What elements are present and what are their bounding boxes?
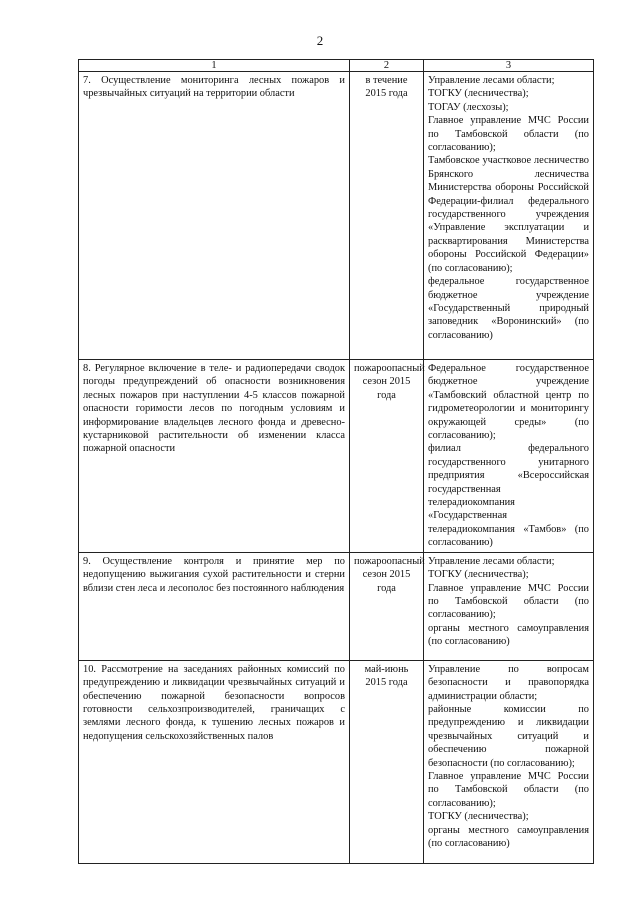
executor-line: Главное управление МЧС России по Тамбовской области (по согласованию); [428, 115, 589, 154]
header-cell-1: 1 [79, 60, 350, 72]
task-cell: 9. Осуществление контроля и принятие мер по недопущению выжигания сухой растительности и стерни вблизи стен леса и лесополос без постоянного наблюдения [79, 552, 350, 660]
term-cell: май-июнь 2015 года [350, 660, 424, 863]
page-number: 2 [316, 33, 324, 48]
executor-line: Управление лесами области; [428, 75, 555, 86]
executor-line: Управление лесами области; [428, 555, 555, 567]
executor-line: Федеральное государственное бюджетное учреждение «Тамбовский областной центр по гидрометеорологии и мониторингу окружающей среды» (по согласованию); [428, 363, 589, 442]
executors-cell [424, 660, 594, 863]
term-cell: пожароопасный сезон 2015 года [350, 360, 424, 553]
executor-line: филиал федерального государственного унитарного предприятия «Всероссийская государственная телерадиокомпания «Государственная телерадиокомпания «Тамбов» (по согласованию) [428, 443, 589, 549]
header-cell-2: 2 [350, 60, 424, 72]
executor-line: федеральное государственное бюджетное учреждение «Государственный природный заповедник «Воронинский» (по согласованию) [428, 276, 589, 341]
executor-line: ТОГКУ (лесничества); [428, 811, 529, 823]
executor-line: Тамбовское участковое лесничество Брянского лесничества Министерства обороны Российской Федерации-филиал федерального государственного учреждения «Управление эксплуатации и расквартирования Министерства обороны Российской Федерации» (по согласованию); [428, 155, 589, 274]
task-cell: 7. Осуществление мониторинга лесных пожаров и чрезвычайных ситуаций на территории области [79, 72, 350, 360]
executors-cell [424, 72, 594, 360]
table-header-row [79, 60, 594, 72]
table-row [79, 552, 594, 660]
executor-line: органы местного самоуправления (по согласованию) [428, 622, 589, 648]
task-cell: 8. Регулярное включение в теле- и радиопередачи сводок погоды предупреждений об опасности возникновения лесных пожаров при наступлении 4-5 классов пожарной опасности горимости лесов по погодным условиям и информирование владельцев лесного фонда и древесно-кустарниковой растительности об изменении класса пожарной опасности [79, 360, 350, 553]
executor-line: районные комиссии по предупреждению и ликвидации чрезвычайных ситуаций и обеспечению пожарной безопасности (по согласованию); [428, 703, 589, 769]
measures-table [78, 59, 594, 864]
executor-line: Управление по вопросам безопасности и правопорядка администрации области; [428, 663, 589, 702]
executors-cell [424, 552, 594, 660]
executor-line: ТОГКУ (лесничества); [428, 88, 529, 100]
header-cell-3: 3 [424, 60, 594, 72]
executors-cell [424, 360, 594, 553]
term-cell: в течение 2015 года [350, 72, 424, 360]
executor-line: ТОГКУ (лесничества); [428, 569, 529, 581]
executor-line: ТОГАУ (лесхозы); [428, 101, 509, 113]
table-row [79, 72, 594, 360]
task-cell: 10. Рассмотрение на заседаниях районных комиссий по предупреждению и ликвидации чрезвычайных ситуаций и обеспечению пожарной безопасности вопросов готовности сельхозпроизводителей, граничащих с землями лесного фонда, к тушению лесных пожаров и недопущения сельскохозяйственных палов [79, 660, 350, 863]
term-cell: пожароопасный сезон 2015 года [350, 552, 424, 660]
table-row [79, 660, 594, 863]
executor-line: Главное управление МЧС России по Тамбовской области (по согласованию); [428, 582, 589, 621]
table-row [79, 360, 594, 553]
executor-line: Главное управление МЧС России по Тамбовской области (по согласованию); [428, 770, 589, 809]
executor-line: органы местного самоуправления (по согласованию) [428, 824, 589, 849]
